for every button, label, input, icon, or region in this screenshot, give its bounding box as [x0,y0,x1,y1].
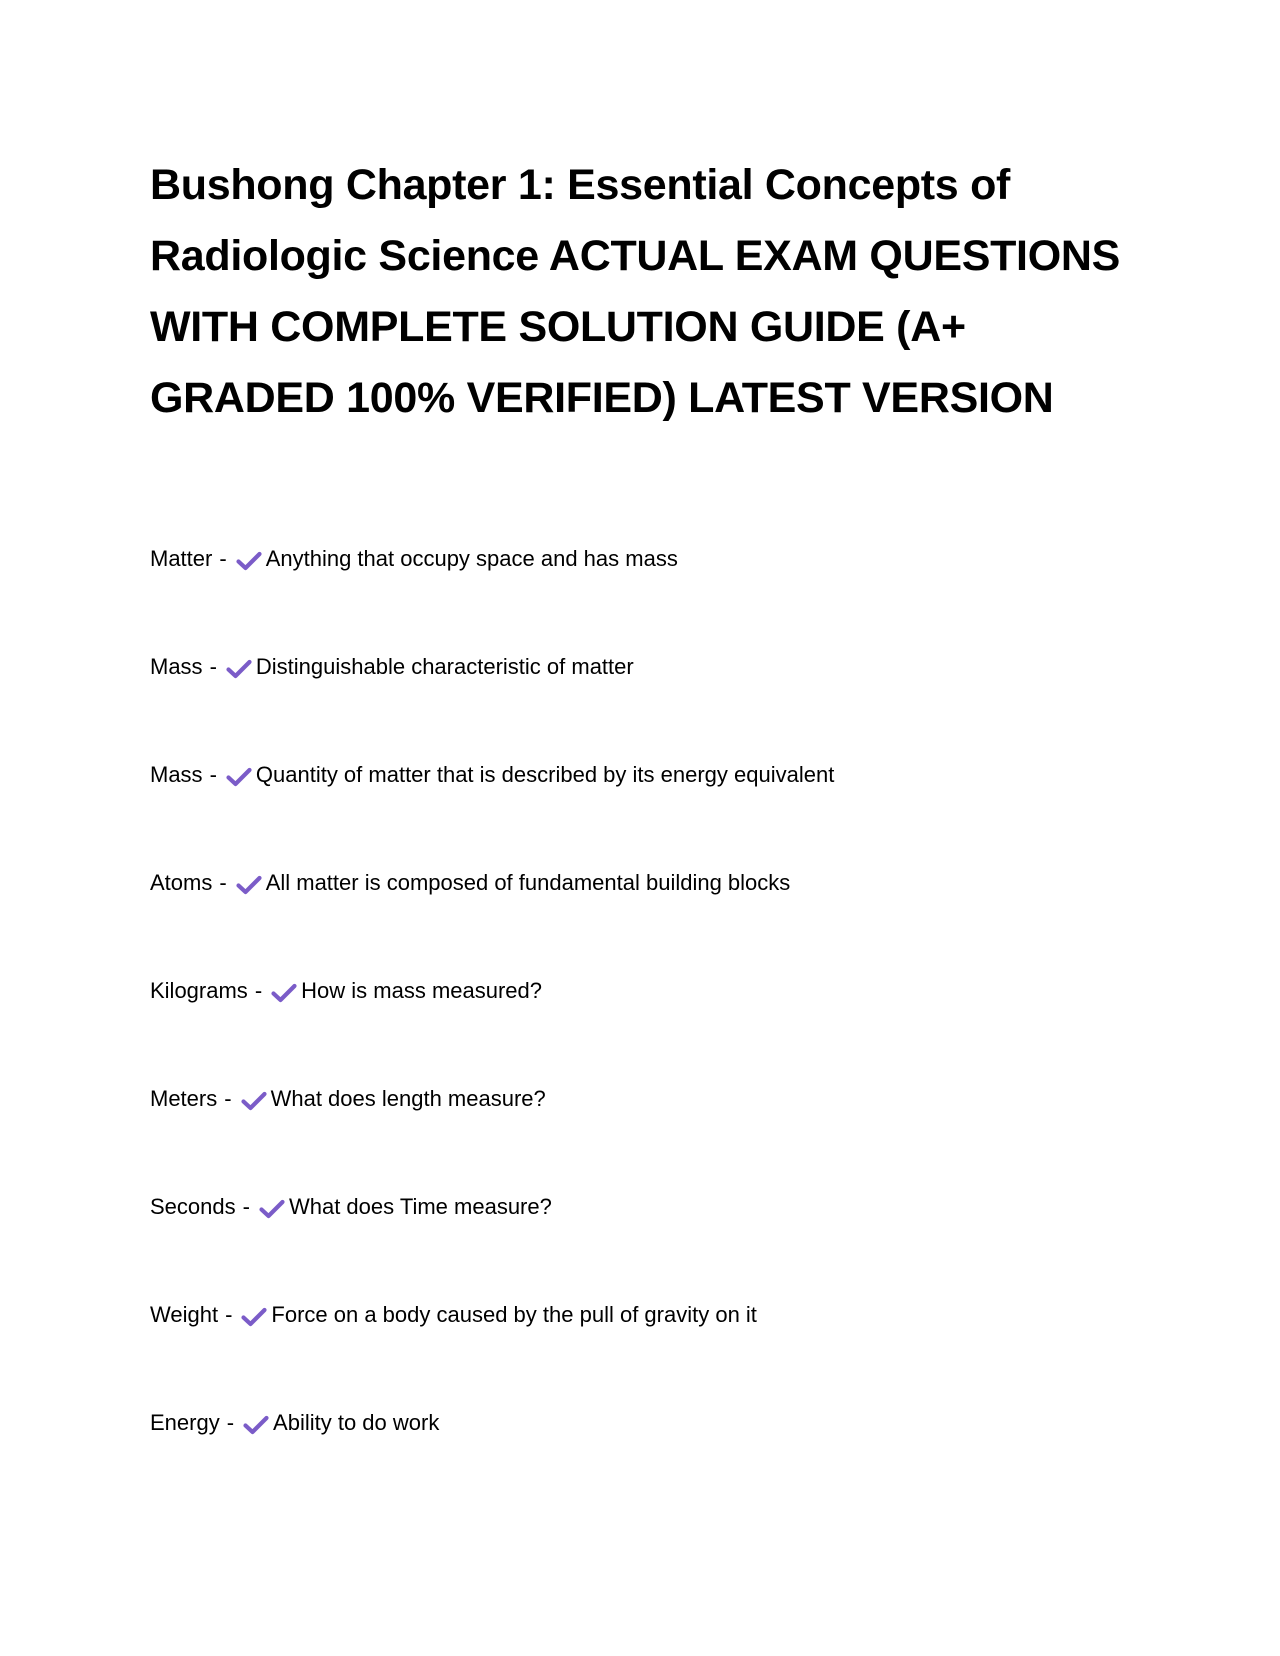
qa-term: Mass [150,654,203,679]
qa-term: Kilograms [150,978,248,1003]
document-title: Bushong Chapter 1: Essential Concepts of Radiologic Science ACTUAL EXAM QUESTIONS WITH COMPLETE SOLUTION GUIDE (A+ GRADED 100% VERIFIED) LATEST VERSION [150,161,1120,422]
check-icon [241,1090,267,1112]
qa-item [150,613,1150,721]
qa-definition: What does Time measure? [288,1194,552,1219]
check-icon [236,874,262,896]
qa-item [150,1261,1150,1369]
qa-item [150,1045,1150,1153]
qa-term: Weight [150,1302,219,1327]
qa-term: Seconds [150,1194,236,1219]
qa-definition: How is mass measured? [301,978,543,1003]
qa-list [150,505,1150,1477]
qa-separator: - [209,762,217,787]
qa-separator: - [242,1194,250,1219]
check-icon [236,550,262,572]
qa-item [150,1369,1150,1477]
qa-term: Mass [150,762,203,787]
qa-item [150,721,1150,829]
qa-term: Atoms [150,870,213,895]
qa-definition: Distinguishable characteristic of matter [255,654,634,679]
qa-definition: Ability to do work [273,1410,440,1435]
qa-item [150,937,1150,1045]
qa-separator: - [219,546,227,571]
qa-separator: - [225,1302,233,1327]
qa-definition: All matter is composed of fundamental building blocks [265,870,791,895]
qa-separator: - [224,1086,232,1111]
qa-term: Matter [150,546,213,571]
qa-separator: - [219,870,227,895]
check-icon [226,658,252,680]
qa-separator: - [254,978,263,1003]
qa-separator: - [226,1410,235,1435]
qa-definition: Anything that occupy space and has mass [265,546,678,571]
qa-definition: Force on a body caused by the pull of gravity on it [271,1302,757,1327]
qa-definition: Quantity of matter that is described by its energy equivalent [255,762,835,787]
check-icon [243,1414,269,1436]
check-icon [271,982,297,1004]
qa-term: Meters [150,1086,218,1111]
qa-item [150,505,1150,613]
qa-item [150,1153,1150,1261]
qa-definition: What does length measure? [270,1086,546,1111]
check-icon [259,1198,285,1220]
check-icon [226,766,252,788]
check-icon [241,1306,267,1328]
qa-separator: - [209,654,217,679]
qa-item [150,829,1150,937]
qa-term: Energy [150,1410,220,1435]
